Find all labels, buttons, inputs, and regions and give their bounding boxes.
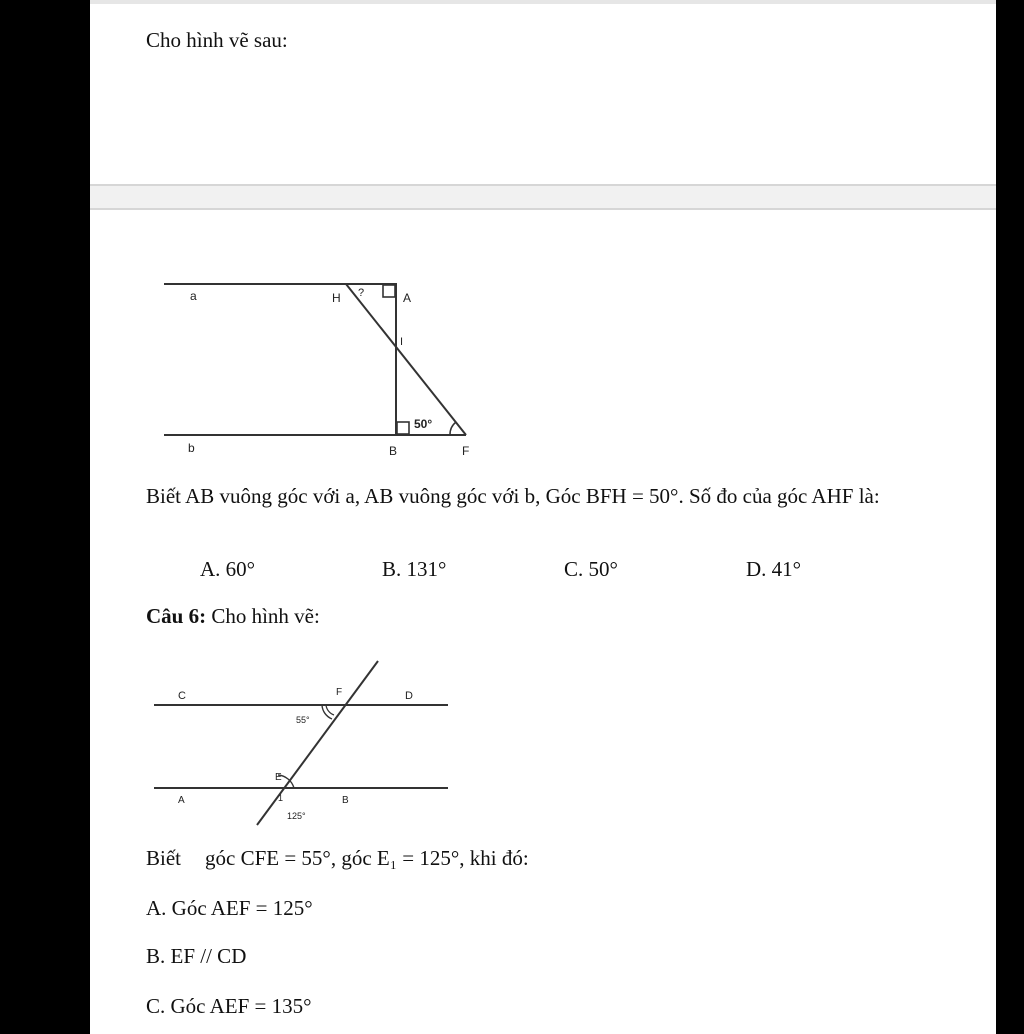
- label-e: E: [275, 772, 282, 783]
- label-b: B: [342, 795, 349, 806]
- document-page: [90, 0, 996, 1034]
- label-question-mark: ?: [358, 287, 365, 299]
- label-h: H: [332, 291, 341, 305]
- question-6-title-text: Cho hình vẽ:: [211, 604, 320, 628]
- q6-option-a[interactable]: A. Góc AEF = 125°: [146, 896, 313, 920]
- q5-option-a[interactable]: A. 60°: [200, 557, 256, 581]
- label-a-point: A: [403, 291, 412, 305]
- right-angle-b: [397, 422, 409, 434]
- label-a: a: [190, 289, 197, 303]
- label-f: F: [462, 444, 470, 458]
- q6-option-b[interactable]: B. EF // CD: [146, 944, 247, 968]
- q6-option-c[interactable]: C. Góc AEF = 135°: [146, 994, 312, 1018]
- transversal: [257, 661, 378, 825]
- right-angle-a: [383, 285, 395, 297]
- label-angle-125: 125°: [287, 811, 306, 821]
- figure-1-diagram: [160, 270, 500, 465]
- question-6-number: Câu 6:: [146, 604, 207, 628]
- label-i: I: [400, 336, 404, 348]
- section-separator: [90, 184, 996, 210]
- question-5-text: Biết AB vuông góc với a, AB vuông góc với b, Góc BFH = 50°. Số đo của góc AHF là:: [146, 484, 880, 508]
- q5-option-d[interactable]: D. 41°: [746, 557, 802, 581]
- top-border: [90, 0, 996, 4]
- label-b-point: B: [389, 444, 398, 458]
- question-6-title: [146, 604, 320, 629]
- segment-hf: [346, 284, 466, 435]
- question-6-condition: góc CFE = 55°, góc E₁ = 125°, khi đó:: [205, 846, 529, 870]
- intro-text: Cho hình vẽ sau:: [146, 28, 288, 52]
- label-one: 1: [278, 793, 284, 803]
- label-a: A: [178, 795, 185, 806]
- q5-option-b[interactable]: B. 131°: [382, 557, 447, 581]
- question-6-prefix: Biết: [146, 846, 181, 870]
- q5-option-c[interactable]: C. 50°: [564, 557, 618, 581]
- question-6-text: [146, 846, 529, 871]
- angle-arc-f: [450, 422, 456, 435]
- label-b: b: [188, 441, 195, 455]
- label-d: D: [405, 690, 413, 702]
- label-angle-50: 50°: [414, 417, 433, 431]
- label-c: C: [178, 690, 186, 702]
- label-angle-55: 55°: [296, 715, 310, 725]
- angle-arc-f-inner: [326, 705, 334, 715]
- label-f: F: [336, 687, 343, 698]
- figure-2-diagram: [150, 655, 460, 835]
